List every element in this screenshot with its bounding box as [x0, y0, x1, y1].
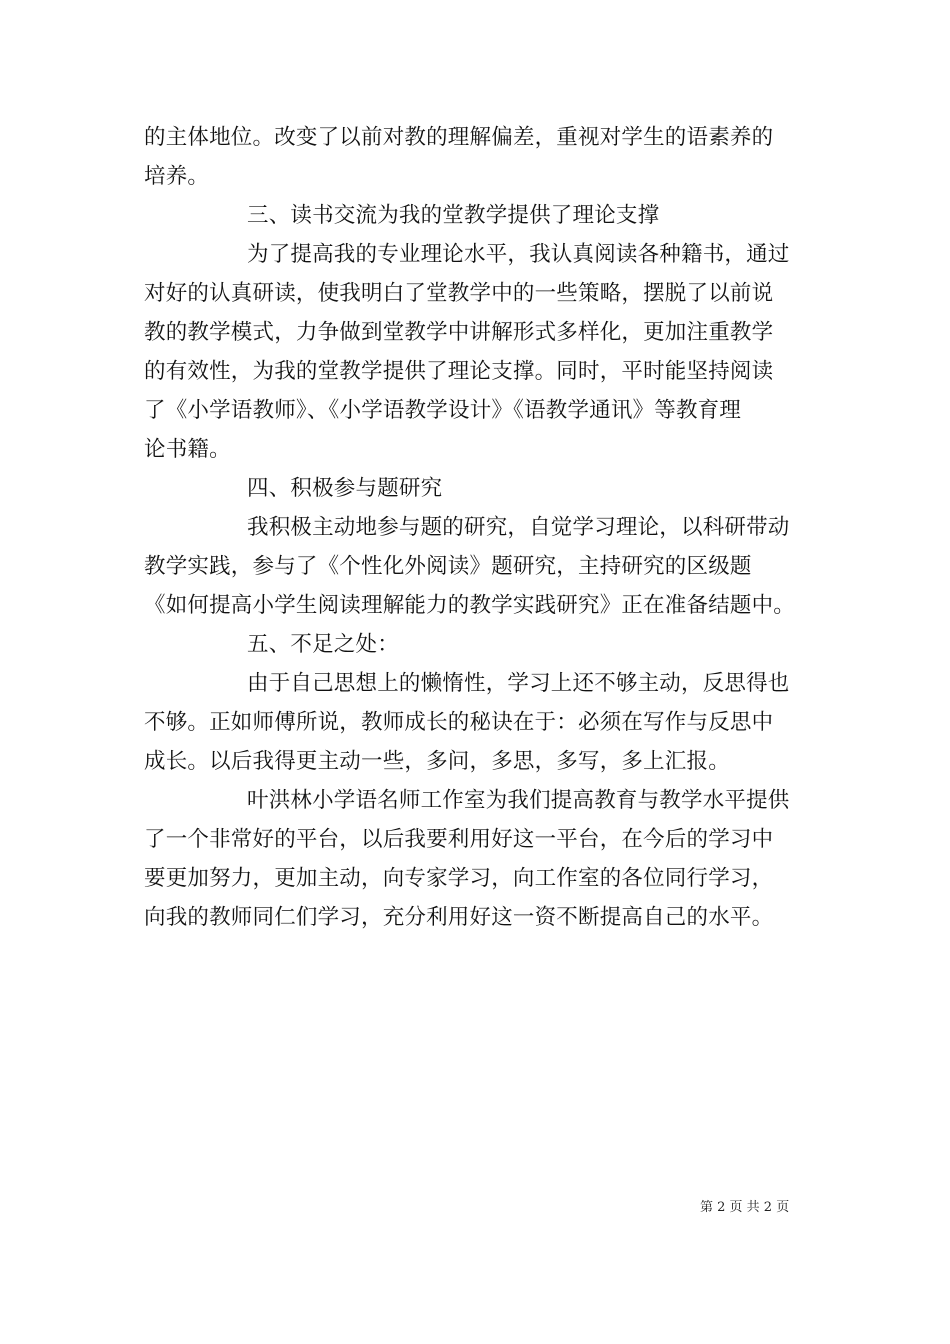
text-line: 教的教学模式，力争做到堂教学中讲解形式多样化，更加注重教学	[144, 320, 774, 345]
text-line: 《如何提高小学生阅读理解能力的教学实践研究》正在准备结题中。	[144, 593, 796, 618]
text-line: 由于自己思想上的懒惰性，学习上还不够主动，反思得也	[247, 671, 790, 696]
text-line: 的主体地位。改变了以前对教的理解偏差，重视对学生的语素养的	[144, 125, 774, 150]
text-line: 的有效性，为我的堂教学提供了理论支撑。同时，平时能坚持阅读	[144, 359, 774, 384]
page-number-footer: 第 2 页 共 2 页	[700, 1200, 790, 1215]
text-line: 不够。正如师傅所说，教师成长的秘诀在于：必须在写作与反思中	[144, 710, 774, 735]
section-heading: 四、积极参与题研究	[247, 476, 443, 501]
text-line: 叶洪林小学语名师工作室为我们提高教育与教学水平提供	[247, 788, 790, 813]
text-line: 了《小学语教师》、《小学语教学设计》《语教学通讯》等教育理	[144, 398, 742, 423]
section-heading: 三、读书交流为我的堂教学提供了理论支撑	[247, 203, 660, 228]
text-line: 论书籍。	[144, 437, 231, 462]
text-line: 成长。以后我得更主动一些，多问，多思，多写，多上汇报。	[144, 749, 730, 774]
text-line: 向我的教师同仁们学习，充分利用好这一资不断提高自己的水平。	[144, 905, 774, 930]
document-body	[144, 118, 808, 937]
text-line: 培养。	[144, 164, 210, 189]
section-heading: 五、不足之处：	[247, 632, 399, 657]
text-line: 对好的认真研读，使我明白了堂教学中的一些策略，摆脱了以前说	[144, 281, 774, 306]
text-line: 我积极主动地参与题的研究，自觉学习理论，以科研带动	[247, 515, 790, 540]
text-line: 要更加努力，更加主动，向专家学习，向工作室的各位同行学习，	[144, 866, 774, 891]
text-line: 教学实践，参与了《个性化外阅读》题研究，主持研究的区级题	[144, 554, 752, 579]
text-line: 为了提高我的专业理论水平，我认真阅读各种籍书，通过	[247, 242, 790, 267]
text-line: 了一个非常好的平台，以后我要利用好这一平台，在今后的学习中	[144, 827, 774, 852]
